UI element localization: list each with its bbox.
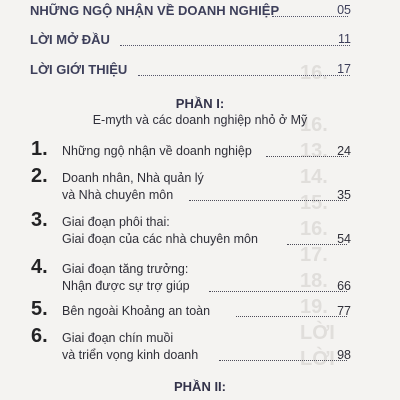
chapter-number: 3. [31, 209, 48, 231]
dot-leader [120, 32, 350, 46]
entry-page: 17 [337, 62, 351, 76]
chapter-title-line: và Nhà chuyên môn [62, 188, 174, 202]
chapter-title-line: Doanh nhân, Nhà quản lý [62, 171, 204, 185]
dot-leader [219, 348, 347, 361]
chapter-title-line: Giai đoạn tăng trưởng: [62, 262, 189, 276]
chapter-page: 77 [337, 304, 351, 318]
entry-page: 11 [338, 32, 351, 46]
chapter-title-line: và triển vọng kinh doanh [62, 348, 199, 362]
chapter-title-line: Giai đoạn của các nhà chuyên môn [62, 232, 258, 246]
chapter-title-line: Bên ngoài Khoảng an toàn [62, 304, 211, 318]
entry-title: LỜI MỞ ĐẦU [30, 32, 110, 47]
chapter-title-line: Những ngộ nhận về doanh nghiệp [62, 144, 252, 158]
chapter-title-line: Giai đoạn chín muồi [62, 331, 174, 345]
dot-leader [189, 188, 347, 201]
part-one-heading: PHẦN I: [175, 96, 225, 111]
dot-leader [138, 62, 350, 76]
chapter-number: 1. [31, 138, 48, 160]
chapter-number: 2. [31, 165, 48, 187]
chapter-page: 98 [337, 348, 351, 362]
chapter-page: 24 [337, 144, 351, 158]
dot-leader [236, 304, 347, 317]
entry-title: LỜI GIỚI THIỆU [30, 62, 128, 77]
chapter-page: 35 [337, 188, 351, 202]
bleed-through-text: 16. 16. 13. 14. 15. 16. 17. 18. 19. LỜI LỜI [300, 62, 335, 370]
toc-entry-front-1[interactable] [0, 3, 400, 25]
chapter-page: 66 [337, 279, 351, 293]
part-one-subtitle: E-myth và các doanh nghiệp nhỏ ở Mỹ [92, 113, 308, 127]
chapter-number: 5. [31, 298, 48, 320]
dot-leader [209, 279, 347, 292]
chapter-title-line: Nhận được sự trợ giúp [62, 279, 190, 293]
part-two-heading: PHẦN II: [174, 379, 226, 394]
entry-page: 05 [337, 3, 351, 17]
toc-entry-front-2[interactable] [0, 32, 400, 54]
entry-title: NHỮNG NGỘ NHẬN VỀ DOANH NGHIỆP [30, 3, 280, 18]
chapter-number: 4. [31, 256, 48, 278]
chapter-title-line: Giai đoạn phôi thai: [62, 215, 170, 229]
chapter-number: 6. [31, 325, 48, 347]
dot-leader [266, 144, 348, 157]
chapter-page: 54 [337, 232, 351, 246]
toc-entry-front-3[interactable] [0, 62, 400, 84]
